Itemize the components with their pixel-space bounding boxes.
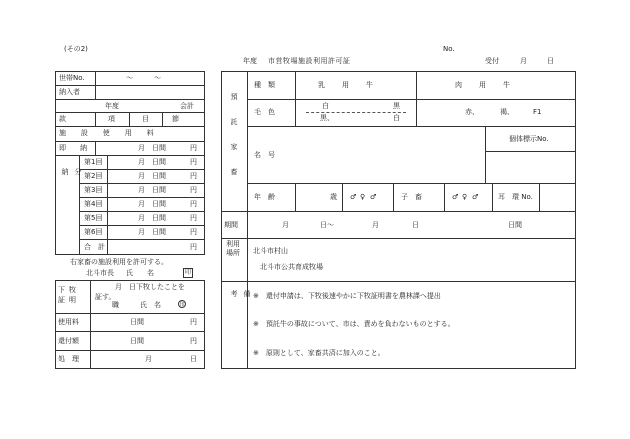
period-label: 期間 [224,221,238,229]
beef-color-brown: 褐、 [500,108,514,116]
note-refund: ※ 還付申請は、下牧後速やかに下牧証明書を農林課へ提出 [253,292,441,300]
installment-4-days: 日間 [152,200,166,208]
calf-label: 子 畜 [401,193,422,201]
facility-fee-label: 施 設 使 用 料 [59,129,154,137]
mayor-seal: 印 [185,269,192,276]
installment-2-label: 第2回 [84,172,103,180]
place-line2: 北斗市公共育成牧場 [260,263,323,271]
note-insurance: ※ 原則として、家畜共済に加入のこと。 [253,349,385,357]
usage-fee-days: 日間 [130,318,144,326]
name-label: 名 号 [254,151,275,159]
installment-3-label: 第3回 [84,186,103,194]
entrusted-livestock-label: 預託家畜 [230,93,238,193]
installment-5-yen: 円 [190,214,197,222]
header-year-label: 年度 [243,57,257,65]
remarks-label: 備考 [230,290,251,345]
installment-5-days: 日間 [152,214,166,222]
subject-kou: 項 [108,115,115,123]
account-label: 会計 [180,102,194,110]
subject-moku: 目 [142,115,149,123]
beef-color-red: 赤、 [465,108,479,116]
household-no-label: 世帯No. [59,74,85,82]
period-start-day: 日～ [320,221,334,229]
usage-fee-label: 使用料 [58,318,79,326]
dairy-cattle-label: 乳 用 牛 [318,81,374,89]
period-days: 日間 [508,221,522,229]
installment-6-days: 日間 [152,228,166,236]
parent-sex-male: ♂ [350,193,357,201]
processing-label: 処 理 [58,355,79,363]
split-payment-label: 分 納 [61,168,82,226]
mayor-name-label: 氏 名 [126,269,154,277]
refund-yen: 円 [190,337,197,345]
release-cert-label: 下牧証明 [58,286,80,304]
note-liability: ※ 預託牛の事故について、市は、責めを負わないものとする。 [253,320,455,328]
ear-tag-label: 耳 環 No. [498,193,533,201]
processing-month: 月 [145,355,152,363]
immediate-month: 月 [138,144,145,152]
permission-statement: 右家畜の施設利用を許可する。 [70,258,168,266]
dairy-color-white2: 白 [393,114,400,122]
received-month-label: 月 [520,57,527,65]
installment-1-days: 日間 [152,158,166,166]
installment-1-month: 月 [138,158,145,166]
individual-id-label: 個体標示No. [509,135,549,143]
subject-kan: 款 [59,115,66,123]
installment-3-yen: 円 [190,186,197,194]
immediate-yen: 円 [190,144,197,152]
installment-4-month: 月 [138,200,145,208]
period-end-month: 月 [372,221,379,229]
installment-2-month: 月 [138,172,145,180]
installment-5-label: 第5回 [84,214,103,222]
hair-color-label: 毛 色 [254,108,275,116]
dairy-color-black: 黒 [393,102,400,110]
received-label: 受付 [485,57,499,65]
calf-sex-castrated: ♂ [472,193,479,201]
installment-1-label: 第1回 [84,158,103,166]
release-cert-name: 氏 名 [140,301,161,309]
permit-number-label: No. [443,45,455,53]
installment-5-month: 月 [138,214,145,222]
beef-cattle-label: 肉 用 牛 [455,81,511,89]
calf-sex-female: ♀ [462,193,468,201]
period-start-month: 月 [282,221,289,229]
dairy-color-black2: 黒、 [320,114,334,122]
subject-setsu: 節 [172,115,179,123]
usage-fee-yen: 円 [190,318,197,326]
release-cert-line2: 証す。 [95,293,116,301]
installment-3-month: 月 [138,186,145,194]
release-cert-line1: 月 日下牧したことを [115,283,185,291]
parent-sex-castrated: ♂ [370,193,377,201]
installment-1-yen: 円 [190,158,197,166]
received-day-label: 日 [547,57,554,65]
installment-2-yen: 円 [190,172,197,180]
place-label: 利用場所 [226,240,240,257]
installment-3-days: 日間 [152,186,166,194]
mayor-label: 北斗市長 [86,269,114,277]
immediate-payment-label: 即 納 [59,144,87,152]
processing-day: 日 [190,355,197,363]
release-cert-seal: 印 [179,302,185,308]
place-line1: 北斗市村山 [253,247,288,255]
household-no-range: ～ ～ [126,74,161,82]
parent-sex-female: ♀ [360,193,366,201]
page-title: 市営牧場施設利用許可証 [268,57,351,65]
age-label: 年 齢 [254,193,275,201]
calf-sex-male: ♂ [452,193,459,201]
installment-2-days: 日間 [152,172,166,180]
type-label: 種 類 [254,81,275,89]
immediate-days: 日間 [152,144,166,152]
installment-4-yen: 円 [190,200,197,208]
total-yen: 円 [190,243,197,251]
dairy-color-white: 白 [322,102,329,110]
period-end-day: 日 [412,221,419,229]
installment-6-label: 第6回 [84,228,103,236]
page-label: (その2) [64,45,88,53]
installment-6-month: 月 [138,228,145,236]
age-unit: 歳 [330,193,337,201]
refund-label: 還付額 [58,337,79,345]
payer-label: 納入者 [59,88,80,96]
refund-days: 日間 [130,337,144,345]
installment-4-label: 第4回 [84,200,103,208]
fiscal-year-label: 年度 [105,102,119,110]
release-cert-title: 職 [112,301,119,309]
installment-6-yen: 円 [190,228,197,236]
beef-color-f1: F1 [533,108,542,116]
total-label: 合 計 [84,243,105,251]
